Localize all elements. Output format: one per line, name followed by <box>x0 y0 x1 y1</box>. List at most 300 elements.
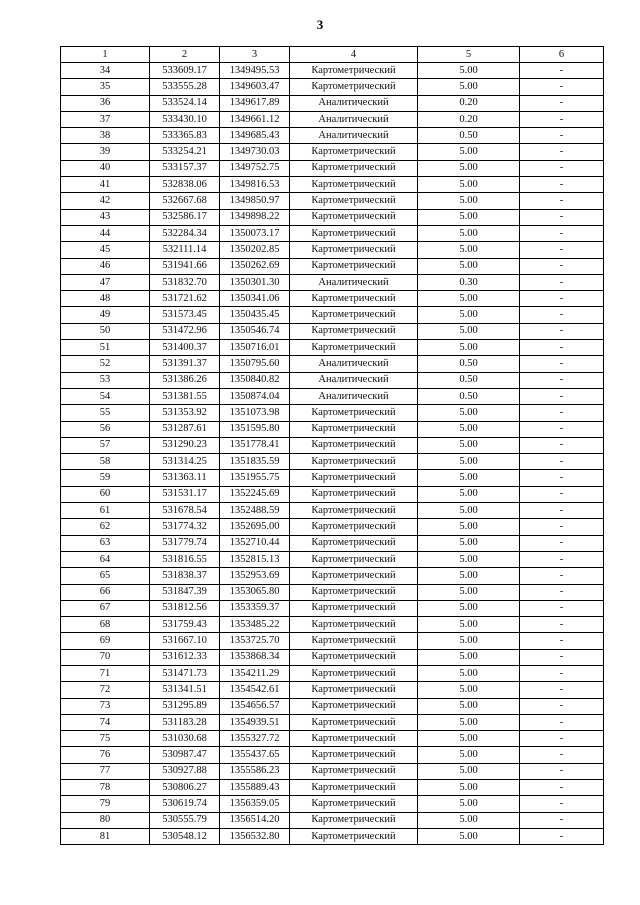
note-cell: - <box>520 470 604 486</box>
x-coordinate-cell: 531400.37 <box>150 340 220 356</box>
point-number-cell: 39 <box>61 144 150 160</box>
y-coordinate-cell: 1349685.43 <box>220 128 290 144</box>
note-cell: - <box>520 79 604 95</box>
table-row <box>61 274 604 290</box>
method-cell: Картометрический <box>290 437 418 453</box>
x-coordinate-cell: 531941.66 <box>150 258 220 274</box>
table-row <box>61 747 604 763</box>
method-cell: Картометрический <box>290 747 418 763</box>
accuracy-cell: 5.00 <box>418 503 520 519</box>
method-cell: Картометрический <box>290 340 418 356</box>
y-coordinate-cell: 1351955.75 <box>220 470 290 486</box>
x-coordinate-cell: 531531.17 <box>150 486 220 502</box>
table-row <box>61 307 604 323</box>
x-coordinate-cell: 531386.26 <box>150 372 220 388</box>
point-number-cell: 44 <box>61 225 150 241</box>
x-coordinate-cell: 531287.61 <box>150 421 220 437</box>
accuracy-cell: 5.00 <box>418 617 520 633</box>
table-row <box>61 111 604 127</box>
point-number-cell: 59 <box>61 470 150 486</box>
y-coordinate-cell: 1350202.85 <box>220 242 290 258</box>
x-coordinate-cell: 531779.74 <box>150 535 220 551</box>
x-coordinate-cell: 531838.37 <box>150 568 220 584</box>
note-cell: - <box>520 519 604 535</box>
x-coordinate-cell: 531363.11 <box>150 470 220 486</box>
table-row <box>61 665 604 681</box>
point-number-cell: 75 <box>61 731 150 747</box>
point-number-cell: 36 <box>61 95 150 111</box>
method-cell: Картометрический <box>290 617 418 633</box>
table-row <box>61 323 604 339</box>
accuracy-cell: 5.00 <box>418 421 520 437</box>
table-row <box>61 372 604 388</box>
table-row <box>61 519 604 535</box>
method-cell: Аналитический <box>290 111 418 127</box>
point-number-cell: 77 <box>61 763 150 779</box>
table-row <box>61 617 604 633</box>
point-number-cell: 41 <box>61 177 150 193</box>
method-cell: Картометрический <box>290 486 418 502</box>
table-row <box>61 291 604 307</box>
note-cell: - <box>520 307 604 323</box>
table-row <box>61 780 604 796</box>
accuracy-cell: 5.00 <box>418 780 520 796</box>
accuracy-cell: 0.20 <box>418 95 520 111</box>
accuracy-cell: 5.00 <box>418 763 520 779</box>
x-coordinate-cell: 533430.10 <box>150 111 220 127</box>
accuracy-cell: 5.00 <box>418 470 520 486</box>
y-coordinate-cell: 1353868.34 <box>220 649 290 665</box>
method-cell: Картометрический <box>290 307 418 323</box>
note-cell: - <box>520 731 604 747</box>
accuracy-cell: 0.20 <box>418 111 520 127</box>
y-coordinate-cell: 1356532.80 <box>220 828 290 844</box>
table-row <box>61 95 604 111</box>
table-row <box>61 698 604 714</box>
table-row <box>61 503 604 519</box>
note-cell: - <box>520 714 604 730</box>
x-coordinate-cell: 530806.27 <box>150 780 220 796</box>
point-number-cell: 64 <box>61 551 150 567</box>
table-row <box>61 437 604 453</box>
note-cell: - <box>520 160 604 176</box>
y-coordinate-cell: 1352815.13 <box>220 551 290 567</box>
x-coordinate-cell: 531847.39 <box>150 584 220 600</box>
method-cell: Аналитический <box>290 388 418 404</box>
y-coordinate-cell: 1352953.69 <box>220 568 290 584</box>
point-number-cell: 35 <box>61 79 150 95</box>
table-row <box>61 535 604 551</box>
x-coordinate-cell: 531391.37 <box>150 356 220 372</box>
accuracy-cell: 5.00 <box>418 519 520 535</box>
y-coordinate-cell: 1350840.82 <box>220 372 290 388</box>
accuracy-cell: 5.00 <box>418 291 520 307</box>
table-row <box>61 225 604 241</box>
column-header: 2 <box>150 47 220 63</box>
method-cell: Картометрический <box>290 454 418 470</box>
method-cell: Картометрический <box>290 796 418 812</box>
method-cell: Картометрический <box>290 193 418 209</box>
x-coordinate-cell: 531816.55 <box>150 551 220 567</box>
accuracy-cell: 5.00 <box>418 340 520 356</box>
note-cell: - <box>520 111 604 127</box>
accuracy-cell: 5.00 <box>418 177 520 193</box>
y-coordinate-cell: 1349730.03 <box>220 144 290 160</box>
x-coordinate-cell: 530987.47 <box>150 747 220 763</box>
x-coordinate-cell: 531667.10 <box>150 633 220 649</box>
note-cell: - <box>520 388 604 404</box>
y-coordinate-cell: 1356359.05 <box>220 796 290 812</box>
note-cell: - <box>520 454 604 470</box>
table-row <box>61 812 604 828</box>
point-number-cell: 53 <box>61 372 150 388</box>
x-coordinate-cell: 531381.55 <box>150 388 220 404</box>
method-cell: Картометрический <box>290 780 418 796</box>
x-coordinate-cell: 531573.45 <box>150 307 220 323</box>
accuracy-cell: 5.00 <box>418 144 520 160</box>
point-number-cell: 57 <box>61 437 150 453</box>
accuracy-cell: 5.00 <box>418 242 520 258</box>
x-coordinate-cell: 530927.88 <box>150 763 220 779</box>
table-row <box>61 177 604 193</box>
y-coordinate-cell: 1349661.12 <box>220 111 290 127</box>
point-number-cell: 37 <box>61 111 150 127</box>
point-number-cell: 50 <box>61 323 150 339</box>
point-number-cell: 66 <box>61 584 150 600</box>
note-cell: - <box>520 617 604 633</box>
note-cell: - <box>520 584 604 600</box>
table-row <box>61 828 604 844</box>
point-number-cell: 52 <box>61 356 150 372</box>
table-row <box>61 79 604 95</box>
accuracy-cell: 5.00 <box>418 665 520 681</box>
table-row <box>61 388 604 404</box>
method-cell: Картометрический <box>290 714 418 730</box>
page-number: 3 <box>316 17 324 32</box>
point-number-cell: 55 <box>61 405 150 421</box>
table-row <box>61 714 604 730</box>
x-coordinate-cell: 531832.70 <box>150 274 220 290</box>
table-row <box>61 356 604 372</box>
y-coordinate-cell: 1349603.47 <box>220 79 290 95</box>
note-cell: - <box>520 796 604 812</box>
x-coordinate-cell: 531612.33 <box>150 649 220 665</box>
x-coordinate-cell: 533254.21 <box>150 144 220 160</box>
point-number-cell: 70 <box>61 649 150 665</box>
column-header: 5 <box>418 47 520 63</box>
accuracy-cell: 0.50 <box>418 356 520 372</box>
accuracy-cell: 5.00 <box>418 258 520 274</box>
method-cell: Картометрический <box>290 633 418 649</box>
y-coordinate-cell: 1351778.41 <box>220 437 290 453</box>
method-cell: Картометрический <box>290 291 418 307</box>
y-coordinate-cell: 1349898.22 <box>220 209 290 225</box>
table-row <box>61 796 604 812</box>
point-number-cell: 46 <box>61 258 150 274</box>
y-coordinate-cell: 1351073.98 <box>220 405 290 421</box>
y-coordinate-cell: 1356514.20 <box>220 812 290 828</box>
table-row <box>61 731 604 747</box>
y-coordinate-cell: 1349752.75 <box>220 160 290 176</box>
y-coordinate-cell: 1352710.44 <box>220 535 290 551</box>
accuracy-cell: 5.00 <box>418 584 520 600</box>
note-cell: - <box>520 437 604 453</box>
point-number-cell: 56 <box>61 421 150 437</box>
point-number-cell: 81 <box>61 828 150 844</box>
column-header: 4 <box>290 47 418 63</box>
point-number-cell: 61 <box>61 503 150 519</box>
note-cell: - <box>520 633 604 649</box>
method-cell: Картометрический <box>290 682 418 698</box>
method-cell: Картометрический <box>290 503 418 519</box>
coordinates-table <box>60 46 604 845</box>
note-cell: - <box>520 209 604 225</box>
method-cell: Картометрический <box>290 470 418 486</box>
note-cell: - <box>520 193 604 209</box>
accuracy-cell: 5.00 <box>418 551 520 567</box>
table-row <box>61 470 604 486</box>
accuracy-cell: 5.00 <box>418 698 520 714</box>
note-cell: - <box>520 698 604 714</box>
accuracy-cell: 5.00 <box>418 535 520 551</box>
point-number-cell: 65 <box>61 568 150 584</box>
x-coordinate-cell: 530548.12 <box>150 828 220 844</box>
accuracy-cell: 5.00 <box>418 454 520 470</box>
table-row <box>61 551 604 567</box>
accuracy-cell: 5.00 <box>418 633 520 649</box>
note-cell: - <box>520 340 604 356</box>
x-coordinate-cell: 532838.06 <box>150 177 220 193</box>
table-row <box>61 160 604 176</box>
accuracy-cell: 5.00 <box>418 828 520 844</box>
table-row <box>61 144 604 160</box>
x-coordinate-cell: 531290.23 <box>150 437 220 453</box>
x-coordinate-cell: 532284.34 <box>150 225 220 241</box>
note-cell: - <box>520 828 604 844</box>
x-coordinate-cell: 533157.37 <box>150 160 220 176</box>
method-cell: Картометрический <box>290 731 418 747</box>
point-number-cell: 79 <box>61 796 150 812</box>
x-coordinate-cell: 532111.14 <box>150 242 220 258</box>
table-row <box>61 63 604 79</box>
point-number-cell: 67 <box>61 600 150 616</box>
accuracy-cell: 5.00 <box>418 193 520 209</box>
note-cell: - <box>520 291 604 307</box>
note-cell: - <box>520 780 604 796</box>
column-header: 1 <box>61 47 150 63</box>
x-coordinate-cell: 531812.56 <box>150 600 220 616</box>
note-cell: - <box>520 405 604 421</box>
note-cell: - <box>520 274 604 290</box>
x-coordinate-cell: 531678.54 <box>150 503 220 519</box>
method-cell: Картометрический <box>290 535 418 551</box>
accuracy-cell: 5.00 <box>418 568 520 584</box>
note-cell: - <box>520 551 604 567</box>
point-number-cell: 63 <box>61 535 150 551</box>
accuracy-cell: 5.00 <box>418 307 520 323</box>
point-number-cell: 43 <box>61 209 150 225</box>
accuracy-cell: 5.00 <box>418 405 520 421</box>
y-coordinate-cell: 1353065.80 <box>220 584 290 600</box>
note-cell: - <box>520 682 604 698</box>
x-coordinate-cell: 530555.79 <box>150 812 220 828</box>
table-row <box>61 193 604 209</box>
accuracy-cell: 5.00 <box>418 160 520 176</box>
x-coordinate-cell: 533609.17 <box>150 63 220 79</box>
x-coordinate-cell: 531353.92 <box>150 405 220 421</box>
y-coordinate-cell: 1350874.04 <box>220 388 290 404</box>
method-cell: Картометрический <box>290 698 418 714</box>
column-header: 3 <box>220 47 290 63</box>
x-coordinate-cell: 533555.28 <box>150 79 220 95</box>
method-cell: Аналитический <box>290 356 418 372</box>
note-cell: - <box>520 356 604 372</box>
accuracy-cell: 5.00 <box>418 79 520 95</box>
point-number-cell: 40 <box>61 160 150 176</box>
y-coordinate-cell: 1355586.23 <box>220 763 290 779</box>
y-coordinate-cell: 1350435.45 <box>220 307 290 323</box>
table-row <box>61 258 604 274</box>
method-cell: Аналитический <box>290 95 418 111</box>
accuracy-cell: 5.00 <box>418 731 520 747</box>
point-number-cell: 58 <box>61 454 150 470</box>
accuracy-cell: 5.00 <box>418 437 520 453</box>
accuracy-cell: 5.00 <box>418 682 520 698</box>
point-number-cell: 69 <box>61 633 150 649</box>
accuracy-cell: 5.00 <box>418 796 520 812</box>
point-number-cell: 42 <box>61 193 150 209</box>
method-cell: Картометрический <box>290 323 418 339</box>
point-number-cell: 54 <box>61 388 150 404</box>
table-row <box>61 568 604 584</box>
table-row <box>61 486 604 502</box>
accuracy-cell: 5.00 <box>418 649 520 665</box>
method-cell: Аналитический <box>290 128 418 144</box>
table-row <box>61 340 604 356</box>
point-number-cell: 78 <box>61 780 150 796</box>
table-row <box>61 421 604 437</box>
x-coordinate-cell: 531183.28 <box>150 714 220 730</box>
table-row <box>61 763 604 779</box>
point-number-cell: 47 <box>61 274 150 290</box>
table-row <box>61 649 604 665</box>
method-cell: Картометрический <box>290 160 418 176</box>
x-coordinate-cell: 531472.96 <box>150 323 220 339</box>
table-row <box>61 633 604 649</box>
note-cell: - <box>520 535 604 551</box>
accuracy-cell: 5.00 <box>418 323 520 339</box>
method-cell: Картометрический <box>290 63 418 79</box>
y-coordinate-cell: 1355327.72 <box>220 731 290 747</box>
point-number-cell: 51 <box>61 340 150 356</box>
method-cell: Картометрический <box>290 551 418 567</box>
y-coordinate-cell: 1353359.37 <box>220 600 290 616</box>
method-cell: Картометрический <box>290 242 418 258</box>
y-coordinate-cell: 1350341.06 <box>220 291 290 307</box>
note-cell: - <box>520 144 604 160</box>
method-cell: Картометрический <box>290 209 418 225</box>
y-coordinate-cell: 1349495.53 <box>220 63 290 79</box>
note-cell: - <box>520 649 604 665</box>
note-cell: - <box>520 747 604 763</box>
method-cell: Картометрический <box>290 258 418 274</box>
note-cell: - <box>520 225 604 241</box>
accuracy-cell: 0.50 <box>418 388 520 404</box>
method-cell: Картометрический <box>290 568 418 584</box>
note-cell: - <box>520 63 604 79</box>
method-cell: Картометрический <box>290 144 418 160</box>
point-number-cell: 74 <box>61 714 150 730</box>
note-cell: - <box>520 486 604 502</box>
y-coordinate-cell: 1352245.69 <box>220 486 290 502</box>
y-coordinate-cell: 1349816.53 <box>220 177 290 193</box>
method-cell: Картометрический <box>290 405 418 421</box>
y-coordinate-cell: 1349617.89 <box>220 95 290 111</box>
note-cell: - <box>520 600 604 616</box>
method-cell: Картометрический <box>290 584 418 600</box>
x-coordinate-cell: 531314.25 <box>150 454 220 470</box>
method-cell: Картометрический <box>290 812 418 828</box>
y-coordinate-cell: 1351835.59 <box>220 454 290 470</box>
y-coordinate-cell: 1350795.60 <box>220 356 290 372</box>
point-number-cell: 72 <box>61 682 150 698</box>
x-coordinate-cell: 532586.17 <box>150 209 220 225</box>
x-coordinate-cell: 531471.73 <box>150 665 220 681</box>
note-cell: - <box>520 812 604 828</box>
x-coordinate-cell: 533524.14 <box>150 95 220 111</box>
x-coordinate-cell: 532667.68 <box>150 193 220 209</box>
accuracy-cell: 5.00 <box>418 486 520 502</box>
y-coordinate-cell: 1355889.43 <box>220 780 290 796</box>
note-cell: - <box>520 763 604 779</box>
accuracy-cell: 0.50 <box>418 128 520 144</box>
y-coordinate-cell: 1350301.30 <box>220 274 290 290</box>
table-header-row <box>61 47 604 63</box>
y-coordinate-cell: 1354656.57 <box>220 698 290 714</box>
method-cell: Картометрический <box>290 649 418 665</box>
x-coordinate-cell: 531030.68 <box>150 731 220 747</box>
accuracy-cell: 5.00 <box>418 747 520 763</box>
accuracy-cell: 0.30 <box>418 274 520 290</box>
y-coordinate-cell: 1350073.17 <box>220 225 290 241</box>
note-cell: - <box>520 372 604 388</box>
y-coordinate-cell: 1351595.80 <box>220 421 290 437</box>
method-cell: Картометрический <box>290 600 418 616</box>
point-number-cell: 68 <box>61 617 150 633</box>
y-coordinate-cell: 1353725.70 <box>220 633 290 649</box>
note-cell: - <box>520 258 604 274</box>
method-cell: Картометрический <box>290 79 418 95</box>
table-row <box>61 405 604 421</box>
accuracy-cell: 5.00 <box>418 812 520 828</box>
y-coordinate-cell: 1350716.01 <box>220 340 290 356</box>
y-coordinate-cell: 1354211.29 <box>220 665 290 681</box>
note-cell: - <box>520 503 604 519</box>
x-coordinate-cell: 531774.32 <box>150 519 220 535</box>
y-coordinate-cell: 1350262.69 <box>220 258 290 274</box>
method-cell: Картометрический <box>290 177 418 193</box>
y-coordinate-cell: 1353485.22 <box>220 617 290 633</box>
x-coordinate-cell: 531721.62 <box>150 291 220 307</box>
point-number-cell: 48 <box>61 291 150 307</box>
accuracy-cell: 5.00 <box>418 225 520 241</box>
method-cell: Картометрический <box>290 421 418 437</box>
note-cell: - <box>520 242 604 258</box>
table-row <box>61 128 604 144</box>
note-cell: - <box>520 177 604 193</box>
x-coordinate-cell: 533365.83 <box>150 128 220 144</box>
x-coordinate-cell: 531759.43 <box>150 617 220 633</box>
